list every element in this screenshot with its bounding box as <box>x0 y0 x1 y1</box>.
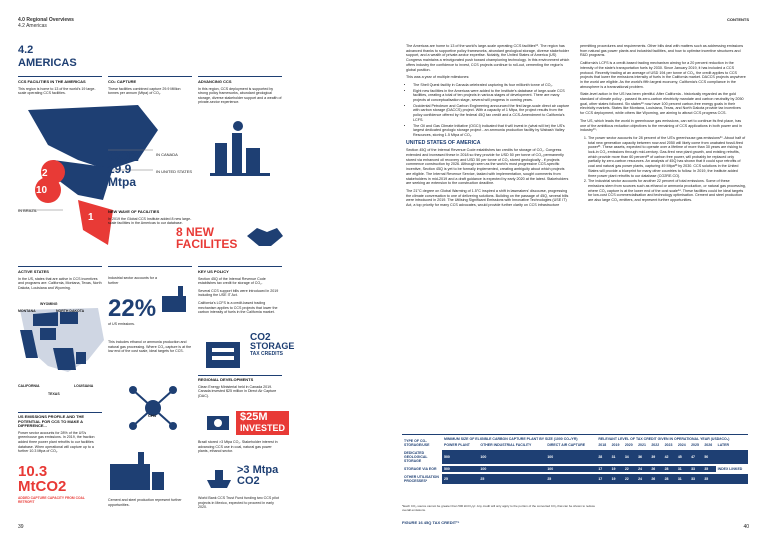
ccs-facilities-block <box>18 80 102 96</box>
table-cell: 26 <box>649 465 662 473</box>
table-cell: 50 <box>702 449 715 465</box>
count-2: 2 <box>42 168 48 179</box>
figure-caption: FIGURE 16 45Q TAX CREDIT²⁵ <box>402 520 460 525</box>
co2-storage-tax-figure <box>250 334 294 358</box>
co2-capture-figure <box>108 150 139 189</box>
section-label: 4.0 Regional Overviews <box>18 17 74 23</box>
page-title <box>18 44 77 70</box>
capture-value: 10.3 <box>18 463 48 480</box>
table-cell: 24 <box>636 473 649 484</box>
year-header: 2022 <box>651 443 660 447</box>
policy-text-1: Section 45Q of the Internal Revenue Code establishes tax credit for storage of CO₂. <box>198 276 266 286</box>
invested-value: $25M <box>240 411 268 423</box>
body-column-1 <box>406 44 570 211</box>
divider <box>402 434 748 435</box>
table-cell: 28 <box>663 465 676 473</box>
col-header-type: TYPE OF CO₂ STORAGE/USE <box>404 439 430 447</box>
contents-link[interactable]: CONTENTS <box>727 17 749 22</box>
table-cell: 100 <box>545 465 596 473</box>
regional-block <box>198 378 282 398</box>
brazil-figure <box>237 465 278 487</box>
count-brazil: 1 <box>88 212 94 223</box>
year-header: LATER <box>717 443 730 447</box>
divider <box>198 375 282 376</box>
col-header-other: OTHER INDUSTRIAL FACILITY <box>480 443 532 447</box>
cement-text: Cement and steel production represent further opportunities. <box>108 498 182 507</box>
table-cell: 100 <box>478 449 545 465</box>
divider <box>198 76 282 77</box>
label-north-dakota: NORTH DAKOTA <box>56 309 85 313</box>
capture-value: 29.9 <box>108 162 132 176</box>
label-canada: IN CANADA <box>156 152 178 157</box>
industrial-share: 22% <box>108 295 157 322</box>
label-brazil: IN BRAZIL <box>18 208 38 213</box>
col-header-credit: RELEVANT LEVEL OF TAX CREDIT GIVEN IN OPERATIONAL YEAR (USD/tCO₂) <box>598 437 730 441</box>
state-montana <box>33 312 58 326</box>
table-cell: 100 <box>545 449 596 465</box>
regional-text-2: Brazil stored >3 Mtpa CO₂. Stakeholder interest in advancing CCS use in coal, natural gas power plants, ethanol sector. <box>198 440 278 454</box>
table-cell: 500 <box>442 465 478 473</box>
block-title: US EMISSIONS PROFILE AND THE POTENTIAL FOR CCS TO MAKE A DIFFERENCE... <box>18 414 85 429</box>
block-title: KEY US POLICY <box>198 269 229 274</box>
block-text: In this region, CCS deployment is supported by strong policy frameworks, abundant geological storage, diverse stakeholder support and a wealth of private-sector experience. <box>198 86 282 105</box>
subsection-label: 4.2 Americas <box>18 23 47 29</box>
industrial-text-3: This includes ethanol or ammonia production and natural gas processing. Where CO₂ capture is at the low end of the cost scale, ideal targets for CCS. <box>108 340 192 354</box>
table-cell: 22 <box>623 473 636 484</box>
col-header-dac: DIRECT AIR CAPTURE <box>547 443 586 447</box>
us-heading: UNITED STATES OF AMERICA <box>406 139 481 146</box>
table-row <box>402 449 748 465</box>
year-header: 2021 <box>638 443 646 447</box>
new-wave-block <box>108 210 192 226</box>
list-item: • The Oil and Gas Climate Initiative (OGCI) indicated that it will invest in (what will be) the US's largest dedicated geologic storage project - an ammonia production facility by Wabash Valley Resources, storing 1.5 Mtpa of CO₂. <box>413 124 570 138</box>
paragraph: permitting procedures and requirements. Other bills deal with matters such as addressing emissions from natural gas power plants and industrial facilities, and how to optimise incentive structures and R&D programs. <box>580 44 744 58</box>
table-cell: 17 <box>596 465 609 473</box>
table-cell: 19 <box>610 473 623 484</box>
table-cell: 500 <box>442 449 478 465</box>
active-states-block <box>18 270 102 290</box>
year-header: 2024 <box>677 443 686 447</box>
facility-marker-1 <box>82 206 106 230</box>
brazil-value: >3 Mtpa <box>237 464 279 476</box>
table-cell: 33 <box>689 465 702 473</box>
block-text: In the US, states that are active in CCS incentives and programs are: California, Montana, Texas, North Dakota, Louisiana and Wyoming. <box>18 276 102 290</box>
policy-text-3: California's LCFS is a credit-based trading mechanism applies to CCS projects that lower the carbon intensity of fuels in the California market. <box>198 300 278 315</box>
emissions-block <box>18 415 102 454</box>
block-title: CO₂ CAPTURE <box>108 79 137 84</box>
year-header: 2023 <box>664 443 673 447</box>
cement-plant-icon <box>108 450 168 494</box>
tax-credits-label: TAX CREDITS <box>250 351 283 357</box>
co2-label: CO2 <box>108 148 139 165</box>
storage-icon <box>202 336 246 372</box>
count-us: 10 <box>36 185 48 196</box>
capture-caption: ADDED CAPTURE CAPACITY FROM COAL RETROFIT <box>18 496 85 504</box>
block-title: NEW WAVE OF FACILITIES <box>108 209 160 214</box>
table-cell: 31 <box>610 449 623 465</box>
state-north-dakota <box>60 312 78 324</box>
invested-figure <box>236 411 289 435</box>
page-number: 40 <box>743 524 749 530</box>
year-header: 2025 <box>691 443 699 447</box>
table-cell: 28 <box>596 449 609 465</box>
table-cell: 31 <box>676 465 689 473</box>
table-cell <box>716 449 748 465</box>
paragraph: State-level action in the US has been plentiful. After California - historically regarded as the gold standard of climate policy - passed its zero-carbon electricity mandate and carbon neutrality by 2050 goal, other states followed. Six states¹⁸ now have 100 percent carbon-free energy goals in their electricity markets. States like Montana, Louisiana, Texas, and North Dakota provide tax incentives for CCS deployment, while others like Wyoming, are aiming to attract CCS progress CCS. <box>580 92 744 116</box>
table-cell <box>716 473 748 484</box>
capture-unit: MtCO2 <box>18 478 67 495</box>
col-header-power: POWER PLANT <box>444 443 470 447</box>
table-cell: 25 <box>545 473 596 484</box>
handshake-icon <box>245 222 285 250</box>
col-header-min-size: MINIMUM SIZE OF ELIGIBLE CARBON CAPTURE PLANT BY SIZE (1000 CO₂/YR) <box>444 437 578 441</box>
list-item: • Occidental Petroleum and Carbon Engineering announced the first large-scale direct air capture with carbon storage (DACCS) project. With a capacity of 1 Mtpa, the project results from the policy confidence offered by the federal 45Q tax credit and a CCS-Amendment to California's LCFS. <box>413 104 570 123</box>
invested-label: INVESTED <box>240 423 286 433</box>
table-cell: 25 <box>478 473 545 484</box>
list-item: 1. The power sector accounts for 28 percent of the US's greenhouse gas emissions²⁰. About half of total new generation capacity between now and 2050 will likely come from unabated fossil-fired power²¹. These assets, expected to operate over a lifetime of more than 30 years are risking to lock-in CO₂ emissions through mid-century. Gas-fired new plant growth, and existing retrofits, which provide more than 60 percent²² of carbon free power, will probably be replaced only partially by zero-carbon resources. An analysis of 45Q has shown that it could spur retrofits of coal and natural gas power plants, capturing 49 Mtpa²³ by 2030. CCS solutions in the United States will provide a blueprint for many other countries to follow. In 2019, the Institute added three power plant retrofits to our database (CO2RE.CO). <box>588 136 746 178</box>
new-facilities-figure: 8 NEW FACILITES <box>176 225 238 251</box>
table-cell: 34 <box>623 449 636 465</box>
ch4-label: CH4 <box>148 413 157 418</box>
table-cell: 45 <box>676 449 689 465</box>
table-cell: 100 <box>478 465 545 473</box>
label-us: IN UNITED STATES <box>156 169 193 174</box>
divider <box>198 266 282 267</box>
left-page <box>0 0 383 542</box>
row-label: OTHER UTILISATION PROCESSES* <box>402 473 442 484</box>
us-paragraph-2: The 21°C degree on Global Warming of 1.5°C inspired a shift in lawmakers' discourse, progressing the climate conversation to one of delivering solutions. Building on the passage of 45Q, several bills were introduced in 2019. The Utilising Significant Emissions with Innovative Technologies (USE IT) Act, a top priority for many CCS advocates, would provide further clarity on CCS infrastructure <box>406 188 569 208</box>
advancing-ccs-block <box>198 80 282 105</box>
tax-credit-table <box>402 436 748 484</box>
divider <box>108 266 192 267</box>
block-title: REGIONAL DEVELOPMENTS <box>198 377 254 382</box>
block-text: In 2019 the Global CCS Institute added 8 new large-scale facilities in the Americas to our database. <box>108 216 192 226</box>
factory-icon <box>160 284 190 314</box>
label-california: CALIFORNIA <box>18 384 40 388</box>
table-cell: 47 <box>689 449 702 465</box>
list-item: • The Shell Quest facility in Canada celebrated capturing its four millionth tonne of CO₂. <box>413 83 570 88</box>
paragraph: The US, which leads the world in greenhouse gas emissions, can set to continue its first place, has one of the ambitious reduction objectives to the remaining of CCS applications in both power and in industry¹⁹: <box>580 118 742 133</box>
divider <box>18 412 102 413</box>
label-louisiana: LOUISIANA <box>74 384 94 388</box>
block-title: ACTIVE STATES <box>18 269 49 274</box>
label-texas: TEXAS <box>48 392 60 396</box>
year-header: 2018 <box>598 443 607 447</box>
us-paragraph-1: Section 45Q of the Internal Revenue Code establishes tax credits for storage of CO₂. Congress extended and increased these in 2018 so they provide for USD 50 per tonne of CO₂ permanently stored via enhanced oil recovery and USD 50 per tonne of CO₂ stored geologically - if projects commence construction by 2026. Although seen as the world's most progressive CCS-specific incentive, Section 45Q is yet to be formally implemented, creating ambiguity about which projects are eligible. The Internal Revenue Service, tasked with implementation, sought comments from stakeholders in mid-2019 and a draft guidance is expected by early 2020 at the latest. Stakeholders are seeking an extension to the construction deadline. <box>406 148 569 186</box>
storage-label: STORAGE <box>250 341 295 351</box>
block-text: Power sector accounts for 28% of the US's greenhouse gas emissions. In 2019, the fraction added three power plant retrofits to our facilities database. When operational will capture up to a further 10.3 Mtpa of CO₂. <box>18 430 95 454</box>
table-cell: 24 <box>636 465 649 473</box>
capture-unit: Mtpa <box>108 175 136 189</box>
table-cell: 22 <box>623 465 636 473</box>
table-footnote: *Each CO₂ source cannot be greater than 500 ktCO₂/yr. Any credit will only apply to the portion of the converted CO₂ that can be shown to reduce overall emissions. <box>402 504 596 512</box>
block-title: ADVANCING CCS <box>198 79 232 84</box>
table-cell: 33 <box>689 473 702 484</box>
brazil-unit: CO2 <box>237 475 260 487</box>
co2-label: CO2 <box>250 332 271 343</box>
title-text: AMERICAS <box>18 57 77 69</box>
block-title: CCS FACILITIES IN THE AMERICAS <box>18 79 86 84</box>
table-cell: 42 <box>663 449 676 465</box>
table-cell: 39 <box>649 449 662 465</box>
numbered-list <box>580 136 746 203</box>
list-item: • Eight new facilities in the Americas were added to the Institute's database of large-scale CCS facilities, creating a total of ten projects in various stages of development. There are many projects at conceptualisation stage, several will progress in coming years. <box>413 89 570 103</box>
state-louisiana <box>76 352 86 364</box>
row-label: STORAGE VIA EOR <box>402 465 442 473</box>
divider <box>18 266 102 267</box>
list-item: 2. The industrial sector accounts for another 22 percent of total emissions. Some of these emissions stem from sources such as ethanol or ammonia production, or natural gas processing, where CO₂ capture is at the lower end of the cost scale²⁴. These facilities could be ideal targets for low-cost CCS commercialisation and technology optimisation. Cement and steel production are also large CO₂ emitters, and represent further opportunities. <box>588 179 746 203</box>
label-wyoming: WYOMING <box>40 302 58 306</box>
regional-text-1: Clean Energy Ministerial held in Canada 2019. Canada invested $25 million in Direct Air Capture (DAC). <box>198 384 277 398</box>
table-cell: 28 <box>663 473 676 484</box>
policy-text-2: Several CCS support bills were introduced in 2019 including the USE IT Act. <box>198 288 279 298</box>
block-text: These facilities combined capture 29.9 Million tonnes per annum (Mtpa) of CO₂. <box>108 86 181 96</box>
year-header: 2026 <box>704 443 713 447</box>
ship-icon <box>205 466 233 492</box>
methane-molecule-icon <box>118 378 188 438</box>
table-cell: 26 <box>649 473 662 484</box>
label-montana: MONTANA <box>18 309 36 313</box>
row-label: DEDICATED GEOLOGICAL STORAGE <box>402 449 442 465</box>
table-cell: 36 <box>636 449 649 465</box>
milestones-list <box>406 83 570 138</box>
industrial-text-2: of US emissions. <box>108 322 135 326</box>
block-text: This region is home to 13 of the world's 19 large-scale operating CCS facilities. <box>18 86 96 96</box>
table-cell: 35 <box>702 465 715 473</box>
table-cell: 31 <box>676 473 689 484</box>
intro-paragraph: The Americas are home to 13 of the world's large-scale operating CCS facilities¹⁶. The region has advanced thanks to supportive policy frameworks, abundant geological storage, diverse stakeholder support, and a wealth of private-sector expertise. Notably, the United States of America (US) Congress maintains a reinvigorated push toward championing technology. In this environment which offers industry the confidence to invest, CCS projects continue to roll-out, cementing the region's global position. <box>406 44 570 72</box>
emissions-figure <box>18 464 66 494</box>
divider <box>108 76 192 77</box>
table-cell: 19 <box>610 465 623 473</box>
right-page <box>384 0 767 542</box>
co2-capture-block <box>108 80 192 96</box>
index-linked-label: INDEX LINKED <box>716 465 748 473</box>
milestones-lead: This was a year of multiple milestones: <box>406 75 470 80</box>
industrial-text: Industrial sector accounts for a further <box>108 276 157 285</box>
year-header: 2020 <box>624 443 633 447</box>
money-icon <box>205 412 233 436</box>
body-column-2 <box>580 44 746 206</box>
divider <box>18 76 102 77</box>
regional-text-3: World Bank CCS Trust Fund funding two CCS pilot projects in Mexico, expected to proceed in early 2020. <box>198 496 279 510</box>
table-cell: 17 <box>596 473 609 484</box>
state-wyoming <box>40 328 56 340</box>
page-number: 39 <box>18 524 24 530</box>
running-header <box>18 17 74 29</box>
key-policy-block <box>198 270 282 315</box>
table-cell: 25 <box>442 473 478 484</box>
industry-icon <box>210 118 280 178</box>
table-row <box>402 473 748 484</box>
title-number: 4.2 <box>18 44 34 56</box>
year-header: 2019 <box>611 443 620 447</box>
paragraph: California's LCFS is a credit-based trading mechanism aiming for a 20 percent reduction in the intensity of the state's transportation fuels by 2030. Since January 2019, it has included a CCS protocol. Recently trading at an average of USD 194 per tonne of CO₂, the credit applies to CCS projects that lower the emissions intensity of fuels in the California market. DACCS projects anywhere in the world are eligible. As the world's fifth largest economy, California's CCS compliance in the atmosphere is a transnational problem. <box>580 61 746 89</box>
table-cell: 35 <box>702 473 715 484</box>
table-row <box>402 465 748 473</box>
